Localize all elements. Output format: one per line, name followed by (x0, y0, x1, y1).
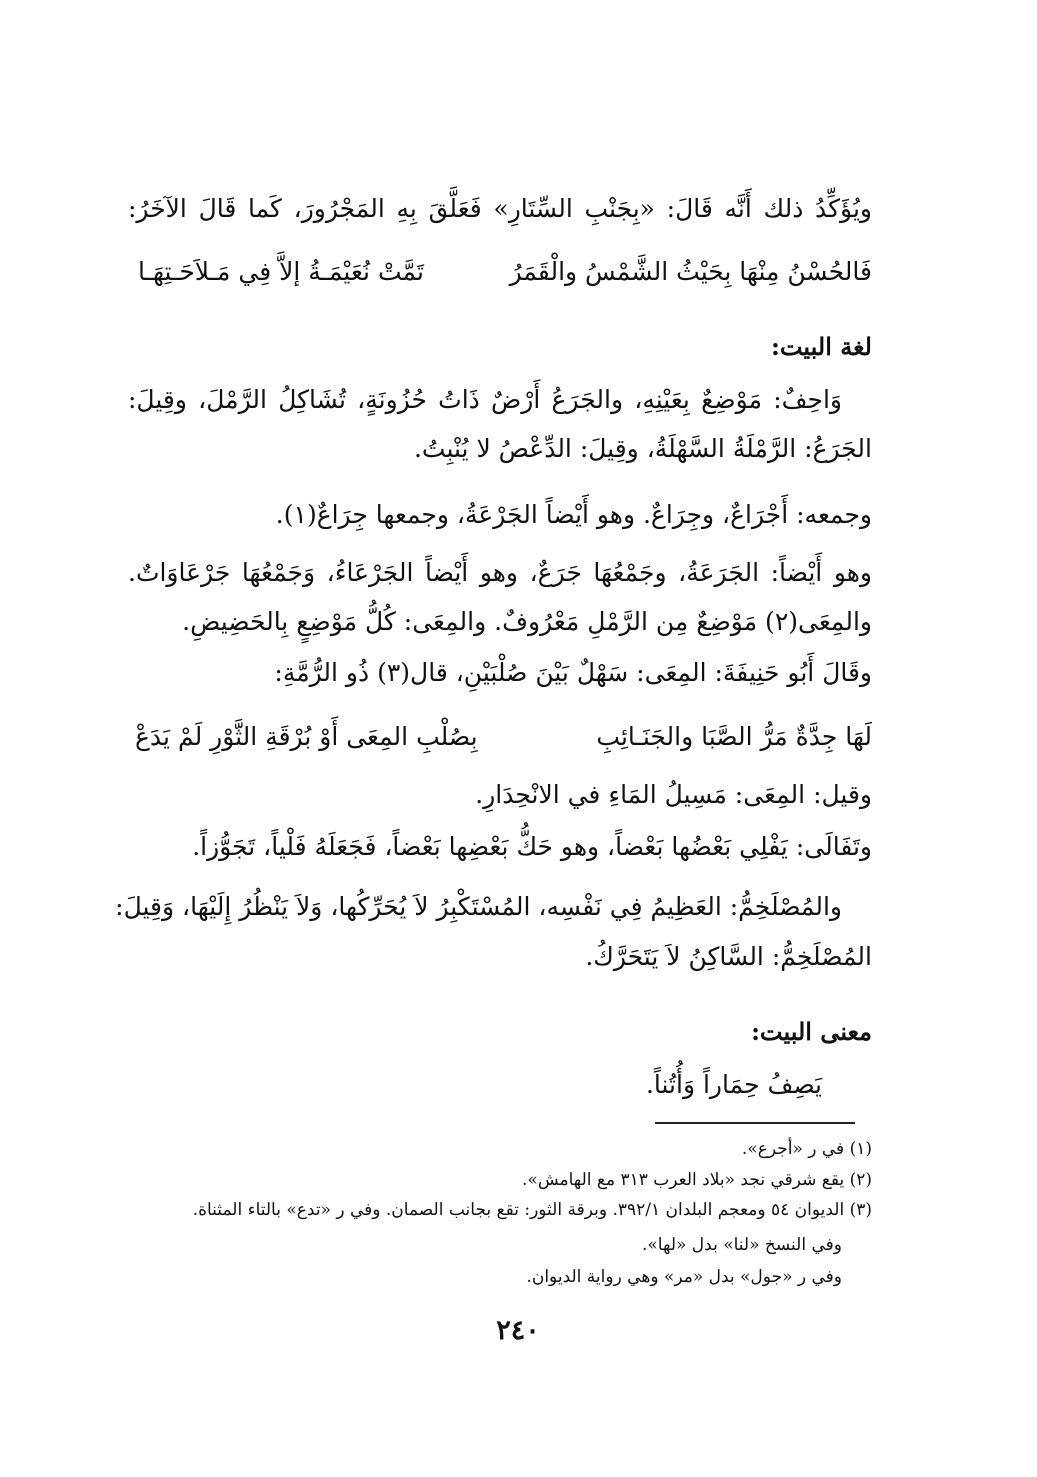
verse-left-hemistich: بِصُلْبِ المِعَى أَوْ بُرْقَةِ الثَّوْرِ لَمْ يَدَعْ (135, 722, 478, 751)
footnote: (١) في ر «أجرع». (741, 1139, 872, 1159)
body-line: وقيل: المِعَى: مَسِيلُ المَاءِ في الانْحِدَارِ. (475, 780, 872, 809)
page-number: ٢٤٠ (496, 1315, 540, 1346)
body-line: وقَالَ أَبُو حَنِيفَةَ: المِعَى: سَهْلٌ بَيْنَ صُلْبَيْنِ، قال(٣) ذُو الرُّمَّةِ: (274, 658, 872, 687)
footnote: وفي ر «جول» بدل «مر» وهي رواية الديوان. (526, 1267, 842, 1287)
footnote: وفي النسخ «لنا» بدل «لها». (642, 1235, 842, 1255)
verse-right-hemistich: فَالحُسْنُ مِنْهَا بِحَيْثُ الشَّمْسُ والْقَمَرُ (509, 257, 872, 286)
section-heading: معنى البيت: (751, 1017, 872, 1046)
body-line: وجمعه: أَجْرَاعٌ، وجِرَاعٌ. وهو أَيْضاً الجَرْعَةُ، وجمعها جِرَاعٌ(١). (275, 500, 872, 529)
footnote: (٢) يقع شرقي نجد «بلاد العرب ٣١٣ مع الهامش». (522, 1170, 872, 1190)
body-line: المُصْلَخِمُّ: السَّاكِنُ لاَ يَتَحَرَّكُ. (585, 942, 872, 971)
verse-left-hemistich: تَمَّتْ نُعَيْمَـةُ إلاَّ فِي مَـلاَحَـتِهَـا (138, 257, 424, 286)
verse-right-hemistich: لَهَا جِدَّةٌ مَرُّ الصَّبَا والجَنَـائِبِ (596, 722, 872, 751)
body-line: وَاحِفٌ: مَوْضِعٌ بِعَيْنِهِ، والجَرَعُ أَرْضٌ ذَاتُ حُزُونَةٍ، تُشَاكِلُ الرَّمْلَ، وقِيلَ: (128, 385, 842, 414)
body-line: يَصِفُ حِمَاراً وَأُتُناً. (645, 1070, 822, 1099)
footnote-divider (655, 1122, 855, 1124)
body-line: ويُؤَكِّدُ ذلك أَنَّه قَالَ: «بِجَنْبِ السِّتَارِ» فَعَلَّقَ بِهِ المَجْرُورَ، كَما قَالَ الآخَرُ: (128, 194, 872, 223)
body-line: والمِعَى(٢) مَوْضِعٌ مِن الرَّمْلِ مَعْرُوفٌ. والمِعَى: كُلُّ مَوْضِعٍ بِالحَضِيضِ. (182, 607, 872, 636)
body-line: وتَفَالَى: يَفْلِي بَعْضُها بَعْضاً، وهو حَكُّ بَعْضِها بَعْضاً، فَجَعَلَهُ فَلْياً، تَجَوُّزاً. (192, 832, 872, 861)
body-line: الجَرَعُ: الرَّمْلَةُ السَّهْلَةُ، وقِيلَ: الدِّعْصُ لا يُنْبِتُ. (413, 434, 872, 463)
section-heading: لغة البيت: (770, 332, 872, 361)
body-line: وهو أَيْضاً: الجَرَعَةُ، وجَمْعُهَا جَرَعٌ، وهو أَيْضاً الجَرْعَاءُ، وَجَمْعُهَا جَرْعَاوَاتٌ. (128, 558, 872, 587)
body-line: والمُصْلَخِمُّ: العَظِيمُ فِي نَفْسِه، المُسْتَكْبِرُ لاَ يُحَرِّكُها، وَلاَ يَنْظُرُ إِلَيْهَا، وَقِيلَ: (115, 892, 842, 921)
footnote: (٣) الديوان ٥٤ ومعجم البلدان ٣٩٢/١. وبرقة الثور: تقع بجانب الصمان. وفي ر «تدع» بالتاء المثناة. (192, 1200, 872, 1220)
